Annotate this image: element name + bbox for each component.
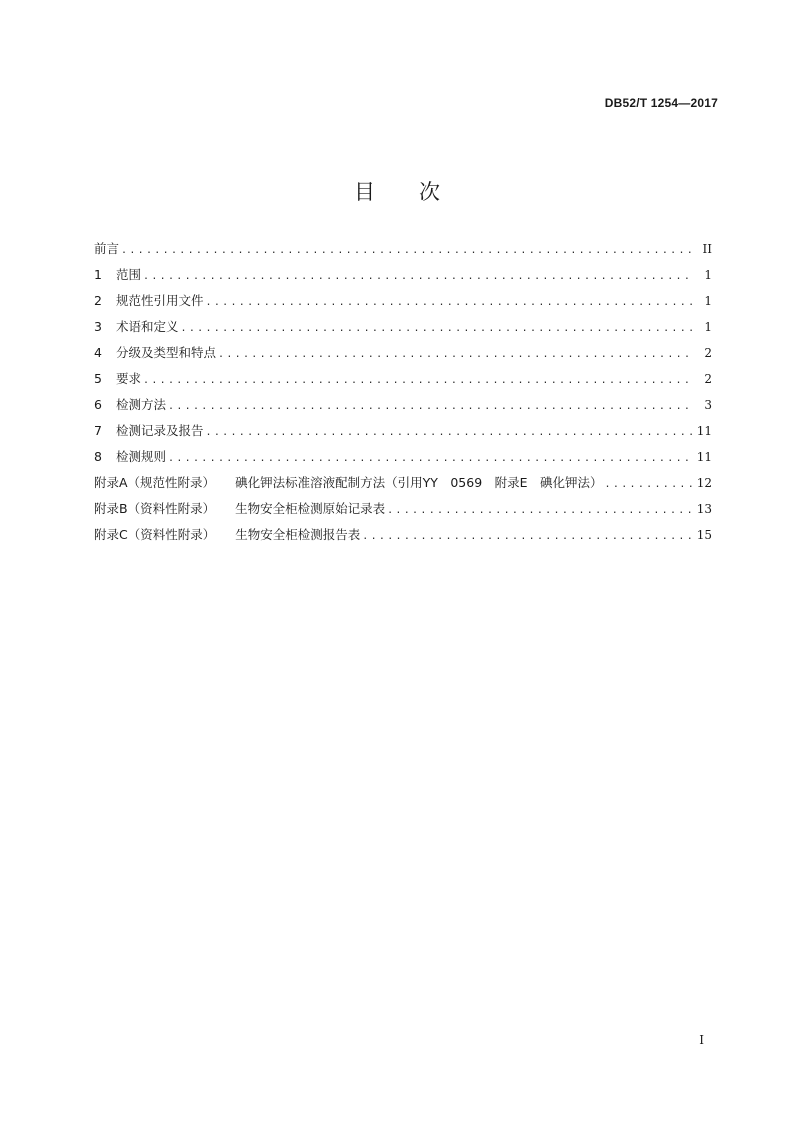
toc-leader-dots: [143, 267, 692, 287]
document-code: DB52/T 1254—2017: [604, 96, 718, 110]
toc-entry-7[interactable]: [94, 421, 712, 447]
toc-entry-2[interactable]: [94, 291, 712, 317]
toc-entry-4[interactable]: [94, 343, 712, 369]
toc-entry-number: 3: [94, 319, 102, 334]
toc-leader-dots: [605, 475, 692, 495]
toc-entry-page: 15: [696, 528, 712, 542]
toc-entry-page: 13: [696, 502, 712, 516]
toc-entry-label: 附录C（资料性附录） 生物安全柜检测报告表: [94, 527, 361, 542]
toc-annex-prefix: 附录C（资料性附录）: [94, 527, 216, 542]
toc-entry-5[interactable]: [94, 369, 712, 395]
toc-entry-page: 1: [704, 268, 712, 282]
toc-entry-label: 6 检测方法: [94, 395, 168, 415]
toc-leader-dots: [206, 423, 692, 443]
toc-entry-number: 4: [94, 345, 102, 360]
toc-entry-label: 前言: [94, 241, 120, 256]
toc-leader-dots: [206, 293, 692, 313]
toc-entry-1[interactable]: [94, 265, 712, 291]
toc-leader-dots: [387, 501, 692, 521]
toc-entry-number: 5: [94, 371, 102, 386]
toc-entry-page: 11: [696, 450, 712, 464]
toc-entry-number: 8: [94, 449, 102, 464]
toc-entry-number: 1: [94, 267, 102, 282]
toc-entry-label: 附录B（资料性附录） 生物安全柜检测原始记录表: [94, 501, 386, 516]
toc-entry-label: 5 要求: [94, 369, 143, 389]
toc-entry-annex-c[interactable]: [94, 525, 712, 551]
toc-entry-number: 7: [94, 423, 102, 438]
toc-entry-label: 1 范围: [94, 265, 143, 285]
page-number: I: [699, 1033, 704, 1047]
page-title-char-2: 次: [419, 180, 440, 204]
toc-annex-prefix: 附录B（资料性附录）: [94, 501, 216, 516]
page-title-char-1: 目: [354, 180, 375, 204]
page-title: [0, 176, 794, 206]
toc-entry-page: 11: [696, 424, 712, 438]
toc-entry-foreword[interactable]: [94, 239, 712, 265]
toc-leader-dots: [362, 527, 692, 547]
toc-entry-page: 1: [704, 294, 712, 308]
toc-entry-page: 1: [704, 320, 712, 334]
toc-annex-prefix: 附录A（规范性附录）: [94, 475, 216, 490]
toc-entry-label: 3 术语和定义: [94, 317, 181, 337]
toc-entry-page: 2: [704, 346, 712, 360]
toc-entry-label: 8 检测规则: [94, 447, 168, 467]
toc-entry-annex-a[interactable]: [94, 473, 712, 499]
toc-leader-dots: [218, 345, 692, 365]
toc-leader-dots: [121, 241, 692, 261]
toc-entry-page: 12: [696, 476, 712, 490]
toc-entry-6[interactable]: [94, 395, 712, 421]
toc-leader-dots: [168, 397, 692, 417]
toc-entry-annex-b[interactable]: [94, 499, 712, 525]
toc-leader-dots: [168, 449, 692, 469]
toc-leader-dots: [181, 319, 692, 339]
toc-leader-dots: [143, 371, 692, 391]
toc-entry-8[interactable]: [94, 447, 712, 473]
toc-entry-page: 3: [704, 398, 712, 412]
toc-entry-label: 7 检测记录及报告: [94, 421, 206, 441]
toc-entry-number: 6: [94, 397, 102, 412]
toc-entry-label: 4 分级及类型和特点: [94, 343, 218, 363]
toc-entry-number: 2: [94, 293, 102, 308]
toc-entry-page: II: [702, 242, 712, 256]
toc-entry-3[interactable]: [94, 317, 712, 343]
table-of-contents: [94, 239, 712, 551]
toc-entry-label: 附录A（规范性附录） 碘化钾法标准溶液配制方法（引用YY 0569 附录E 碘化钾法）: [94, 475, 603, 490]
toc-entry-label: 2 规范性引用文件: [94, 291, 206, 311]
toc-entry-page: 2: [704, 372, 712, 386]
